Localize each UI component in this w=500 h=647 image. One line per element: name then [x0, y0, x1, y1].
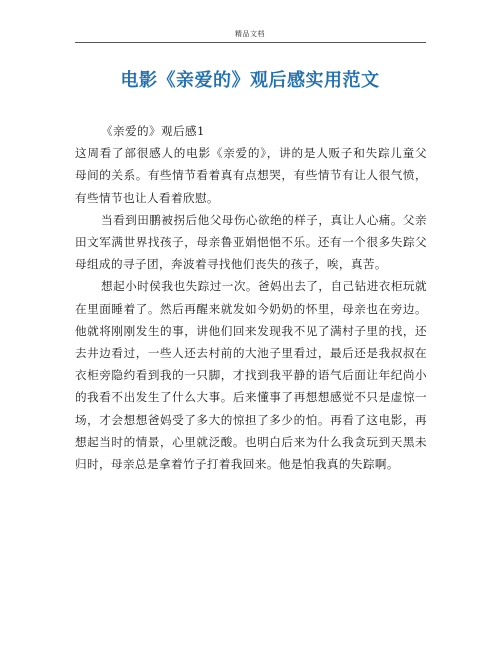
- header-label: 精品文档: [235, 30, 265, 38]
- document-body: [75, 120, 427, 475]
- paragraph: 想起小时侯我也失踪过一次。爸妈出去了，自己钻进衣柜玩就在里面睡着了。然后再醒来就发如今奶奶的怀里，母亲也在旁边。他就将刚刚发生的事，讲他们回来发现我不见了满村子里的找，还去井边看过，一些人还去村前的大池子里看过，最后还是我叔叔在衣柜旁隐约看到我的一只脚，才找到我平静的语气后面让年纪尚小的我看不出发生了什么大事。后来懂事了再想想感觉不只是虚惊一场，才会想想爸妈受了多大的惊担了多少的怕。再看了这电影，再想起当时的情景，心里就泛酸。也明白后来为什么我贪玩到天黑未归时，母亲总是拿着竹子打着我回来。他是怕我真的失踪啊。: [75, 279, 427, 472]
- paragraph: 当看到田鹏被拐后他父母伤心欲绝的样子，真让人心痛。父亲田文军满世界找孩子，母亲鲁亚娟悒悒不乐。还有一个很多失踪父母组成的寻子团，奔波着寻找他们丧失的孩子，唉，真苦。: [75, 212, 427, 272]
- paragraph: 这周看了部很感人的电影《亲爱的》，讲的是人贩子和失踪儿童父母间的关系。有些情节看着真有点想哭，有些情节有让人很气愤，有些情节也让人看着欣慰。: [75, 146, 427, 205]
- document-title: 电影《亲爱的》观后感实用范文: [120, 70, 380, 91]
- header-divider: [75, 42, 426, 43]
- section-heading: 《亲爱的》观后感1: [101, 124, 205, 138]
